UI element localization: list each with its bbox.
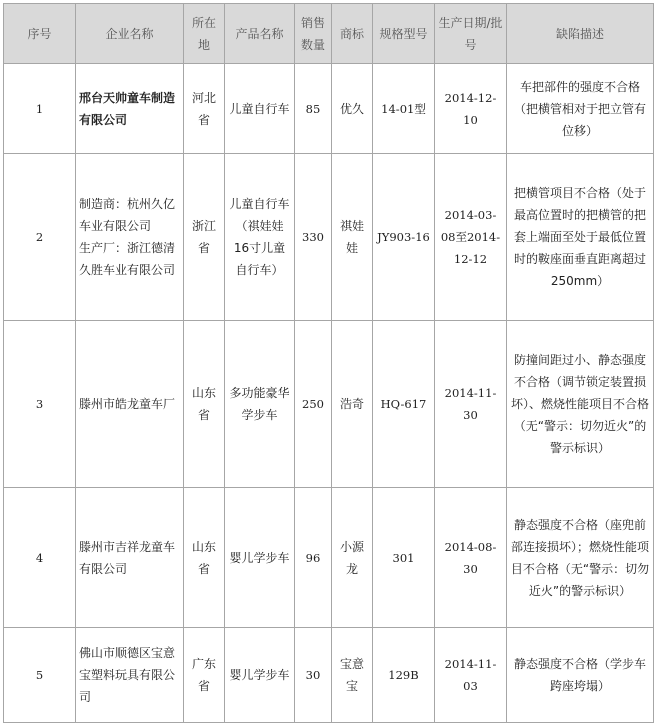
cell-index: 1 (4, 64, 76, 154)
cell-company-factory: 生产厂：浙江德清久胜车业有限公司 (79, 241, 176, 277)
cell-model: 129B (373, 628, 435, 723)
header-location: 所在地 (184, 4, 225, 64)
cell-index: 2 (4, 154, 76, 321)
cell-model: HQ-617 (373, 321, 435, 488)
cell-brand: 优久 (332, 64, 373, 154)
cell-location: 山东省 (184, 488, 225, 628)
cell-product: 儿童自行车（祺娃娃16寸儿童自行车） (225, 154, 295, 321)
cell-defect: 防撞间距过小、静态强度不合格（调节锁定装置损坏）、燃烧性能项目不合格（无“警示：切勿近火”的警示标识） (507, 321, 654, 488)
cell-product: 婴儿学步车 (225, 488, 295, 628)
header-date: 生产日期/批号 (435, 4, 507, 64)
cell-defect: 把横管项目不合格（处于最高位置时的把横管的把套上端面至处于最低位置时的鞍座面垂直距离超过250mm） (507, 154, 654, 321)
cell-brand: 祺娃娃 (332, 154, 373, 321)
cell-defect: 车把部件的强度不合格（把横管相对于把立管有位移） (507, 64, 654, 154)
header-quantity: 销售数量 (295, 4, 332, 64)
header-product: 产品名称 (225, 4, 295, 64)
cell-date: 2014-08-30 (435, 488, 507, 628)
cell-company-manufacturer: 制造商：杭州久亿车业有限公司 (79, 197, 176, 233)
cell-company: 邢台天帅童车制造有限公司 (76, 64, 184, 154)
cell-product: 多功能豪华学步车 (225, 321, 295, 488)
recall-table (3, 3, 654, 723)
cell-index: 4 (4, 488, 76, 628)
cell-company: 滕州市吉祥龙童车有限公司 (76, 488, 184, 628)
cell-quantity: 85 (295, 64, 332, 154)
cell-quantity: 96 (295, 488, 332, 628)
cell-date: 2014-11-03 (435, 628, 507, 723)
cell-date: 2014-03-08至2014-12-12 (435, 154, 507, 321)
header-model: 规格型号 (373, 4, 435, 64)
cell-date: 2014-11-30 (435, 321, 507, 488)
cell-quantity: 250 (295, 321, 332, 488)
table-row (4, 488, 654, 628)
cell-quantity: 30 (295, 628, 332, 723)
cell-brand: 小源龙 (332, 488, 373, 628)
table-row (4, 628, 654, 723)
cell-product: 儿童自行车 (225, 64, 295, 154)
cell-company (76, 154, 184, 321)
cell-index: 3 (4, 321, 76, 488)
header-brand: 商标 (332, 4, 373, 64)
cell-location: 广东省 (184, 628, 225, 723)
cell-location: 浙江省 (184, 154, 225, 321)
header-index: 序号 (4, 4, 76, 64)
cell-location: 山东省 (184, 321, 225, 488)
cell-quantity: 330 (295, 154, 332, 321)
header-company: 企业名称 (76, 4, 184, 64)
cell-model: JY903-16 (373, 154, 435, 321)
cell-product: 婴儿学步车 (225, 628, 295, 723)
cell-brand: 浩奇 (332, 321, 373, 488)
header-row (4, 4, 654, 64)
cell-company: 滕州市皓龙童车厂 (76, 321, 184, 488)
cell-date: 2014-12-10 (435, 64, 507, 154)
cell-brand: 宝意宝 (332, 628, 373, 723)
cell-defect: 静态强度不合格（学步车跨座垮塌） (507, 628, 654, 723)
table-row (4, 154, 654, 321)
cell-location: 河北省 (184, 64, 225, 154)
cell-company: 佛山市顺德区宝意宝塑料玩具有限公司 (76, 628, 184, 723)
table-row (4, 321, 654, 488)
cell-defect: 静态强度不合格（座兜前部连接损坏）；燃烧性能项目不合格（无“警示：切勿近火”的警示标识） (507, 488, 654, 628)
header-defect: 缺陷描述 (507, 4, 654, 64)
table-row (4, 64, 654, 154)
cell-index: 5 (4, 628, 76, 723)
cell-model: 14-01型 (373, 64, 435, 154)
cell-model: 301 (373, 488, 435, 628)
